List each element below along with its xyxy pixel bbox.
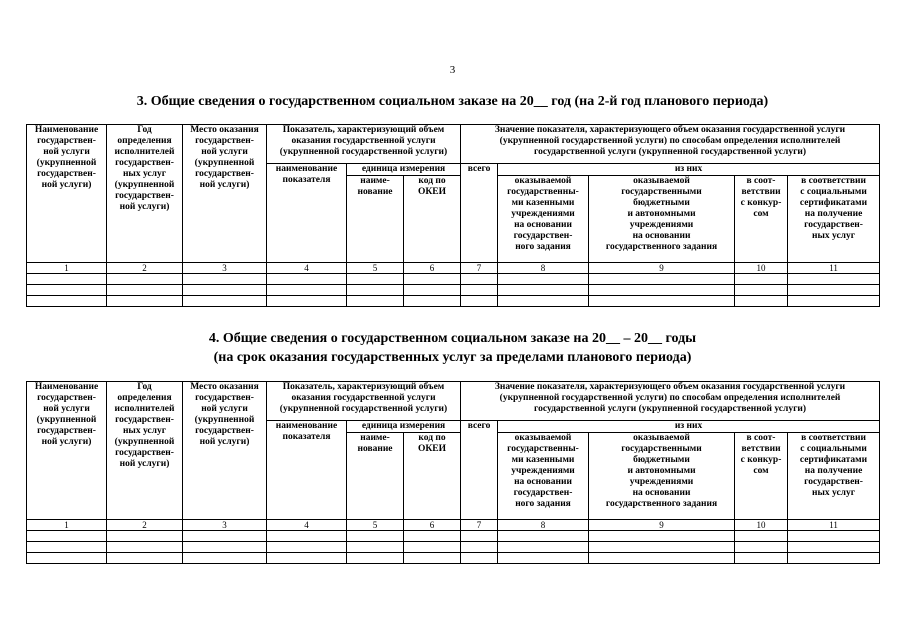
- table-cell[interactable]: [735, 531, 788, 542]
- header-total: всего: [461, 164, 498, 263]
- table-cell[interactable]: [461, 285, 498, 296]
- table-cell[interactable]: [404, 553, 461, 564]
- table-cell[interactable]: [107, 553, 183, 564]
- table-cell[interactable]: [404, 296, 461, 307]
- table-cell[interactable]: [735, 296, 788, 307]
- table-cell[interactable]: [735, 274, 788, 285]
- table-cell[interactable]: [404, 274, 461, 285]
- table-cell[interactable]: [347, 296, 404, 307]
- table-cell[interactable]: [788, 553, 880, 564]
- header-unit-name: наиме- нование: [347, 176, 404, 263]
- table-cell[interactable]: [183, 542, 267, 553]
- column-numbers-row: [27, 263, 880, 274]
- column-number: 7: [461, 520, 498, 531]
- column-number: 10: [735, 520, 788, 531]
- table-row: [27, 296, 880, 307]
- section-4-table: [26, 381, 880, 564]
- section-3-title-line1: 3. Общие сведения о государственном социальном заказе на 20__ год (на 2-й год планового периода): [136, 94, 769, 109]
- header-budget-institutions: оказываемой государственными бюджетными и автономными учреждениями на основании государственного задания: [589, 433, 735, 520]
- column-number: 8: [498, 263, 589, 274]
- table-cell[interactable]: [107, 296, 183, 307]
- table-cell[interactable]: [498, 553, 589, 564]
- table-cell[interactable]: [498, 274, 589, 285]
- table-cell[interactable]: [107, 531, 183, 542]
- table-cell[interactable]: [183, 553, 267, 564]
- header-service-name: Наименование государствен- ной услуги (укрупненной государствен- ной услуги): [27, 382, 107, 520]
- table-cell[interactable]: [347, 285, 404, 296]
- table-cell[interactable]: [183, 531, 267, 542]
- column-number: 4: [267, 520, 347, 531]
- table-cell[interactable]: [27, 296, 107, 307]
- table-cell[interactable]: [27, 531, 107, 542]
- table-cell[interactable]: [735, 285, 788, 296]
- table-cell[interactable]: [267, 531, 347, 542]
- table-cell[interactable]: [589, 285, 735, 296]
- column-number: 10: [735, 263, 788, 274]
- column-number: 2: [107, 520, 183, 531]
- table-cell[interactable]: [498, 531, 589, 542]
- section-3-table: [26, 124, 880, 307]
- table-cell[interactable]: [589, 274, 735, 285]
- header-place: Место оказания государствен- ной услуги (укрупненной государствен- ной услуги): [183, 382, 267, 520]
- header-okei: код по ОКЕИ: [404, 433, 461, 520]
- table-cell[interactable]: [267, 553, 347, 564]
- table-cell[interactable]: [788, 542, 880, 553]
- column-number: 8: [498, 520, 589, 531]
- table-cell[interactable]: [183, 296, 267, 307]
- table-cell[interactable]: [461, 553, 498, 564]
- table-row: [27, 531, 880, 542]
- table-row: [27, 285, 880, 296]
- column-number: 1: [27, 263, 107, 274]
- table-cell[interactable]: [498, 285, 589, 296]
- page-number: 3: [449, 64, 456, 76]
- table-cell[interactable]: [404, 531, 461, 542]
- table-cell[interactable]: [589, 531, 735, 542]
- table-cell[interactable]: [788, 531, 880, 542]
- table-cell[interactable]: [404, 542, 461, 553]
- column-number: 1: [27, 520, 107, 531]
- table-row: [27, 542, 880, 553]
- table-cell[interactable]: [735, 542, 788, 553]
- header-value-group: Значение показателя, характеризующего объем оказания государственной услуги (укрупненной государственной услуги) по способам определения исполнителей государственной услуги (укрупненной государственной услуги): [461, 382, 880, 421]
- column-number: 6: [404, 263, 461, 274]
- section-4-title-line2: (на срок оказания государственных услуг за пределами планового периода): [213, 350, 692, 365]
- column-number: 4: [267, 263, 347, 274]
- table-cell[interactable]: [267, 274, 347, 285]
- header-service-name: Наименование государствен- ной услуги (укрупненной государствен- ной услуги): [27, 125, 107, 263]
- header-year: Год определения исполнителей государствен- ных услуг (укрупненной государствен- ной услуги): [107, 382, 183, 520]
- column-number: 6: [404, 520, 461, 531]
- table-cell[interactable]: [347, 553, 404, 564]
- table-cell[interactable]: [461, 274, 498, 285]
- table-cell[interactable]: [107, 542, 183, 553]
- table-cell[interactable]: [589, 542, 735, 553]
- header-indicator-group: Показатель, характеризующий объем оказания государственной услуги (укрупненной государственной услуги): [267, 125, 461, 164]
- table-cell[interactable]: [267, 542, 347, 553]
- column-number: 9: [589, 520, 735, 531]
- column-number: 2: [107, 263, 183, 274]
- table-cell[interactable]: [347, 542, 404, 553]
- column-number: 3: [183, 520, 267, 531]
- table-row: [27, 274, 880, 285]
- column-number: 3: [183, 263, 267, 274]
- header-state-institutions: оказываемой государственны- ми казенными учреждениями на основании государствен- ного задания: [498, 433, 589, 520]
- table-cell[interactable]: [27, 553, 107, 564]
- table-cell[interactable]: [107, 285, 183, 296]
- header-state-institutions: оказываемой государственны- ми казенными учреждениями на основании государствен- ного задания: [498, 176, 589, 263]
- table-cell[interactable]: [589, 296, 735, 307]
- table-cell[interactable]: [183, 274, 267, 285]
- table-row: [27, 553, 880, 564]
- header-okei: код по ОКЕИ: [404, 176, 461, 263]
- column-numbers-row: [27, 520, 880, 531]
- header-indicator-group: Показатель, характеризующий объем оказания государственной услуги (укрупненной государственной услуги): [267, 382, 461, 421]
- table-cell[interactable]: [735, 553, 788, 564]
- table-cell[interactable]: [183, 285, 267, 296]
- table-cell[interactable]: [27, 542, 107, 553]
- table-cell[interactable]: [788, 285, 880, 296]
- table-cell[interactable]: [27, 285, 107, 296]
- header-year: Год определения исполнителей государствен- ных услуг (укрупненной государствен- ной услуги): [107, 125, 183, 263]
- header-place: Место оказания государствен- ной услуги (укрупненной государствен- ной услуги): [183, 125, 267, 263]
- header-of-them: из них: [498, 164, 880, 176]
- table-cell[interactable]: [788, 274, 880, 285]
- header-unit-group: единица измерения: [347, 164, 461, 176]
- table-cell[interactable]: [498, 296, 589, 307]
- header-total: всего: [461, 421, 498, 520]
- column-number: 11: [788, 520, 880, 531]
- table-cell[interactable]: [589, 553, 735, 564]
- header-value-group: Значение показателя, характеризующего объем оказания государственной услуги (укрупненной государственной услуги) по способам определения исполнителей государственной услуги (укрупненной государственной услуги): [461, 125, 880, 164]
- table-cell[interactable]: [461, 296, 498, 307]
- column-number: 9: [589, 263, 735, 274]
- table-cell[interactable]: [461, 531, 498, 542]
- section-4-title-line1: 4. Общие сведения о государственном социальном заказе на 20__ – 20__ годы: [208, 331, 697, 346]
- header-competition: в соот- ветствии с конкур- сом: [735, 433, 788, 520]
- header-competition: в соот- ветствии с конкур- сом: [735, 176, 788, 263]
- table-cell[interactable]: [267, 296, 347, 307]
- column-number: 5: [347, 263, 404, 274]
- section-4-title: [0, 329, 905, 367]
- table-cell[interactable]: [404, 285, 461, 296]
- column-number: 7: [461, 263, 498, 274]
- header-certificates: в соответствии с социальными сертификатами на получение государствен- ных услуг: [788, 433, 880, 520]
- table-cell[interactable]: [107, 274, 183, 285]
- table-cell[interactable]: [498, 542, 589, 553]
- header-indicator-name: наименование показателя: [267, 164, 347, 263]
- table-cell[interactable]: [27, 274, 107, 285]
- column-number: 5: [347, 520, 404, 531]
- table-cell[interactable]: [347, 531, 404, 542]
- header-certificates: в соответствии с социальными сертификатами на получение государствен- ных услуг: [788, 176, 880, 263]
- table-cell[interactable]: [347, 274, 404, 285]
- header-budget-institutions: оказываемой государственными бюджетными и автономными учреждениями на основании государственного задания: [589, 176, 735, 263]
- header-of-them: из них: [498, 421, 880, 433]
- table-cell[interactable]: [267, 285, 347, 296]
- header-unit-name: наиме- нование: [347, 433, 404, 520]
- section-3-title: [0, 92, 905, 111]
- header-indicator-name: наименование показателя: [267, 421, 347, 520]
- table-cell[interactable]: [788, 296, 880, 307]
- header-unit-group: единица измерения: [347, 421, 461, 433]
- column-number: 11: [788, 263, 880, 274]
- table-cell[interactable]: [461, 542, 498, 553]
